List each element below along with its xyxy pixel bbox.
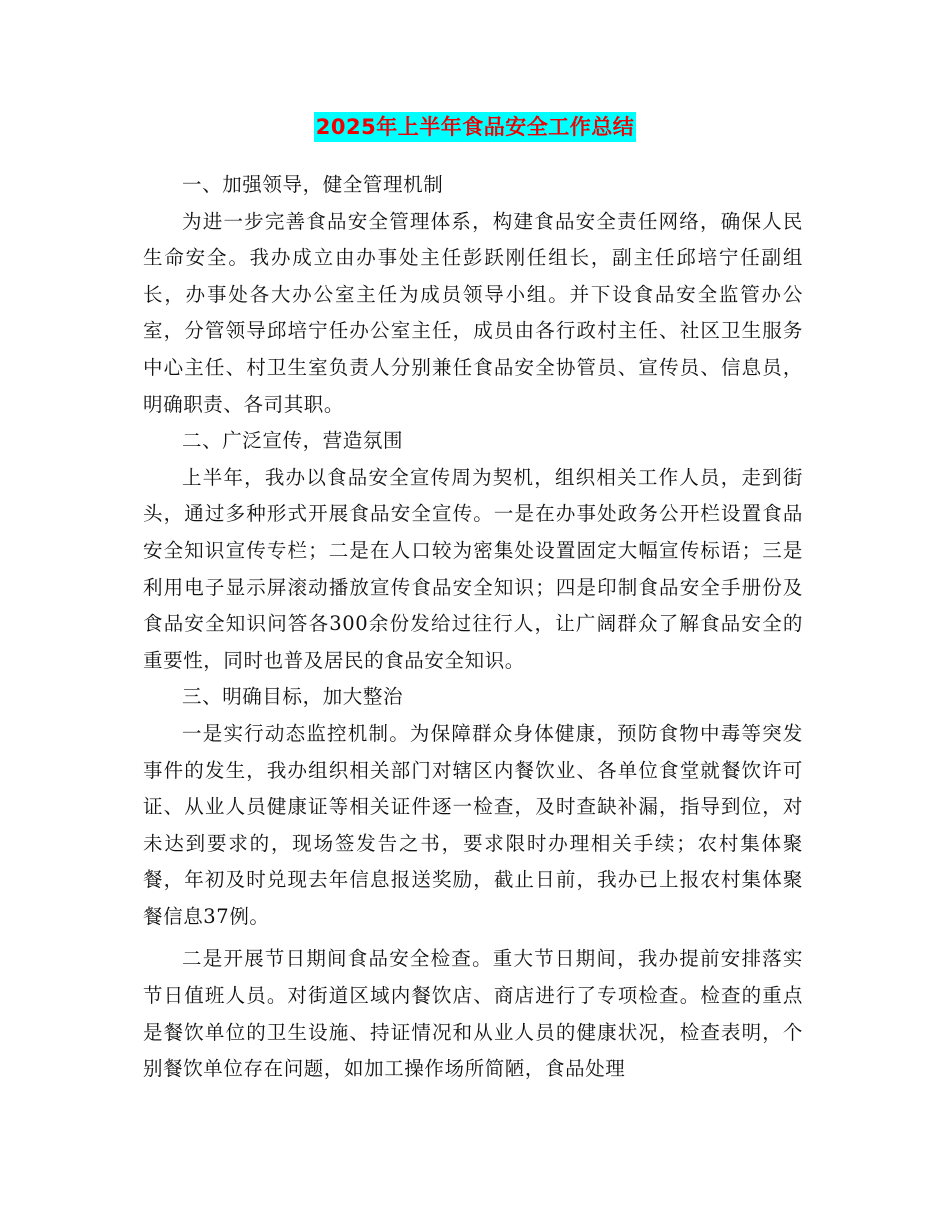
paragraph-2: 上半年，我办以食品安全宣传周为契机，组织相关工作人员，走到街头，通过多种形式开展食品安全宣传。一是在办事处政务公开栏设置食品安全知识宣传专栏；二是在人口较为密集处设置固定大幅宣传标语；三是利用电子显示屏滚动播放宣传食品安全知识；四是印制食品安全手册份及食品安全知识问答各300余份发给过往行人，让广阔群众了解食品安全的重要性，同时也普及居民的食品安全知识。 (143, 465, 803, 672)
title-container (0, 112, 950, 142)
section-heading-2: 二、广泛宣传，营造氛围 (182, 429, 404, 453)
document-body (143, 167, 803, 1088)
paragraph-3: 一是实行动态监控机制。为保障群众身体健康，预防食物中毒等突发事件的发生，我办组织相关部门对辖区内餐饮业、各单位食堂就餐饮许可证、从业人员健康证等相关证件逐一检查，及时查缺补漏，指导到位，对未达到要求的，现场签发告之书，要求限时办理相关手续；农村集体聚餐，年初及时兑现去年信息报送奖励，截止日前，我办已上报农村集体聚餐信息37例。 (143, 721, 803, 928)
paragraph-4: 二是开展节日期间食品安全检查。重大节日期间，我办提前安排落实节日值班人员。对街道区域内餐饮店、商店进行了专项检查。检查的重点是餐饮单位的卫生设施、持证情况和从业人员的健康状况，检查表明，个别餐饮单位存在问题，如加工操作场所简陋，食品处理 (143, 947, 803, 1081)
paragraph-1: 为进一步完善食品安全管理体系，构建食品安全责任网络，确保人民生命安全。我办成立由办事处主任彭跃刚任组长，副主任邱培宁任副组长，办事处各大办公室主任为成员领导小组。并下设食品安全监管办公室，分管领导邱培宁任办公室主任，成员由各行政村主任、社区卫生服务中心主任、村卫生室负责人分别兼任食品安全协管员、宣传员、信息员，明确职责、各司其职。 (143, 209, 803, 416)
document-title: 2025年上半年食品安全工作总结 (314, 112, 636, 142)
section-heading-3: 三、明确目标，加大整治 (182, 685, 404, 709)
section-heading-1: 一、加强领导，健全管理机制 (182, 173, 444, 196)
